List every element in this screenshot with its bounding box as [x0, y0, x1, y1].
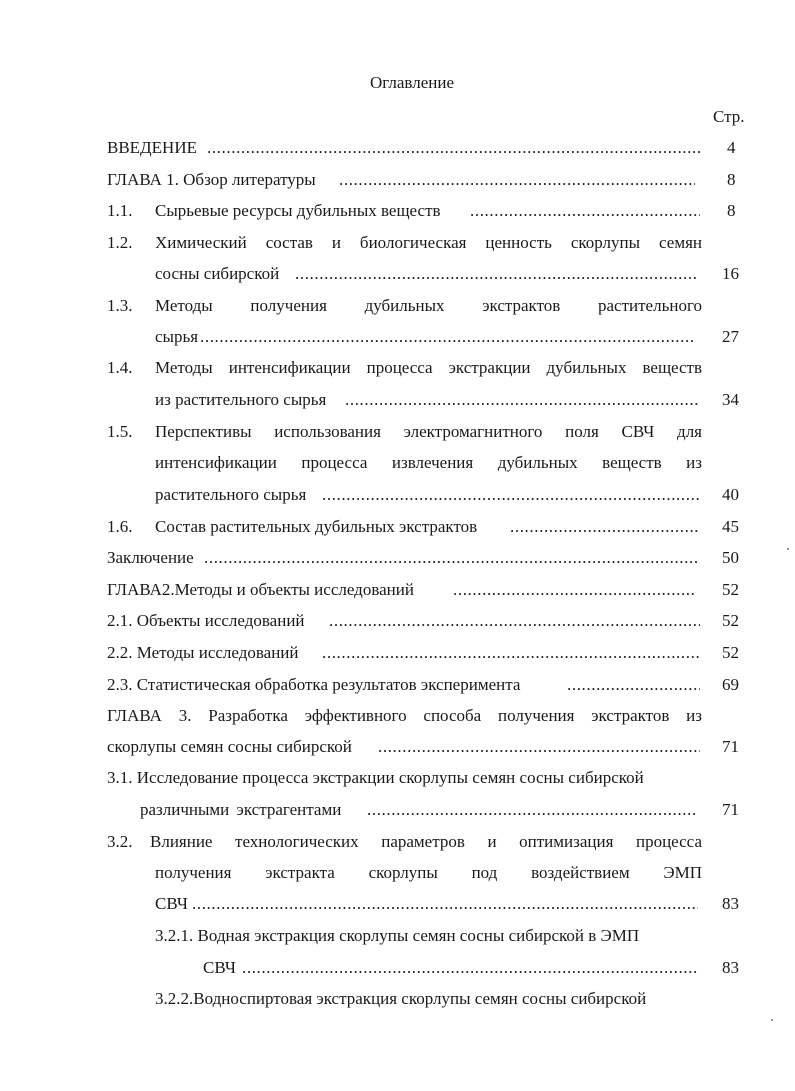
toc-page-number: 27	[722, 327, 739, 346]
toc-page-number: 8	[727, 170, 736, 189]
leader-dots	[322, 643, 700, 663]
toc-page-number: 83	[722, 894, 739, 913]
toc-entry-text: Методы интенсификации процесса экстракции дубильных веществ	[155, 358, 702, 377]
toc-entry-text: Состав растительных дубильных экстрактов	[155, 517, 478, 536]
toc-entry-text: Влияние технологических параметров и оптимизация процесса	[150, 832, 702, 851]
toc-entry-text-cont: растительного сырья	[155, 485, 307, 504]
toc-entry-text-cont: различными экстрагентами	[140, 800, 342, 819]
toc-entry-text: Методы получения дубильных экстрактов растительного	[155, 296, 702, 315]
leader-dots	[378, 737, 700, 757]
leader-dots	[470, 201, 700, 221]
leader-dots	[453, 580, 695, 600]
toc-entry-text-cont: скорлупы семян сосны сибирской	[107, 737, 352, 756]
toc-entry-text: 3.1. Исследование процесса экстракции скорлупы семян сосны сибирской	[107, 768, 644, 787]
toc-entry-text: 2.3. Статистическая обработка результатов эксперимента	[107, 675, 521, 694]
toc-entry-number: 3.2.	[107, 832, 133, 851]
toc-page-number: 71	[722, 800, 739, 819]
leader-dots	[204, 548, 700, 568]
toc-entry-number: 1.1.	[107, 201, 133, 220]
leader-dots	[200, 327, 696, 347]
toc-entry-text: ВВЕДЕНИЕ	[107, 138, 197, 157]
toc-entry-number: 1.2.	[107, 233, 133, 252]
toc-entry-text: Сырьевые ресурсы дубильных веществ	[155, 201, 441, 220]
leader-dots	[207, 138, 701, 158]
toc-entry-text: Заключение	[107, 548, 194, 567]
toc-entry-text-cont: получения экстракта скорлупы под воздействием ЭМП	[155, 863, 702, 882]
toc-entry-text-cont: сосны сибирской	[155, 264, 280, 283]
page-title: Оглавление	[370, 73, 454, 92]
toc-entry-text: 3.2.1. Водная экстракция скорлупы семян сосны сибирской в ЭМП	[155, 926, 640, 945]
scan-speck	[787, 548, 789, 550]
toc-entry-number: 1.5.	[107, 422, 133, 441]
toc-page-number: 8	[727, 201, 736, 220]
leader-dots	[192, 894, 698, 914]
toc-entry-number: 1.6.	[107, 517, 133, 536]
toc-page-number: 69	[722, 675, 739, 694]
toc-entry-text: 2.1. Объекты исследований	[107, 611, 305, 630]
toc-entry-text: ГЛАВА2.Методы и объекты исследований	[107, 580, 414, 599]
leader-dots	[329, 611, 700, 631]
toc-entry-text-cont: из растительного сырья	[155, 390, 327, 409]
toc-page-number: 4	[727, 138, 736, 157]
leader-dots	[510, 517, 700, 537]
toc-entry-text: ГЛАВА 1. Обзор литературы	[107, 170, 316, 189]
leader-dots	[295, 264, 698, 284]
toc-page-number: 52	[722, 643, 739, 662]
toc-entry-number: 1.4.	[107, 358, 133, 377]
leader-dots	[567, 675, 700, 695]
toc-entry-text-cont: интенсификации процесса извлечения дубильных веществ из	[155, 453, 702, 472]
toc-entry-text: Перспективы использования электромагнитного поля СВЧ для	[155, 422, 702, 441]
leader-dots	[339, 170, 695, 190]
toc-entry-text-cont: СВЧ	[155, 894, 188, 913]
toc-entry-text-cont: сырья	[155, 327, 199, 346]
toc-page-number: 52	[722, 580, 739, 599]
scan-speck	[771, 1019, 773, 1021]
toc-entry-text: 3.2.2.Водноспиртовая экстракция скорлупы семян сосны сибирской	[155, 989, 647, 1008]
page-column-label: Стр.	[713, 107, 745, 126]
toc-entry-text: ГЛАВА 3. Разработка эффективного способа получения экстрактов из	[107, 706, 702, 725]
toc-page-number: 71	[722, 737, 739, 756]
toc-page-number: 83	[722, 958, 739, 977]
toc-entry-text-cont: СВЧ	[203, 958, 236, 977]
toc-page-number: 50	[722, 548, 739, 567]
toc-entry-text: 2.2. Методы исследований	[107, 643, 299, 662]
leader-dots	[322, 485, 700, 505]
leader-dots	[367, 800, 695, 820]
toc-page-number: 16	[722, 264, 739, 283]
leader-dots	[345, 390, 700, 410]
leader-dots	[242, 958, 698, 978]
toc-page-number: 40	[722, 485, 739, 504]
toc-entry-number: 1.3.	[107, 296, 133, 315]
toc-page-number: 34	[722, 390, 739, 409]
toc-page-number: 45	[722, 517, 739, 536]
toc-entry-text: Химический состав и биологическая ценность скорлупы семян	[155, 233, 702, 252]
toc-page-number: 52	[722, 611, 739, 630]
